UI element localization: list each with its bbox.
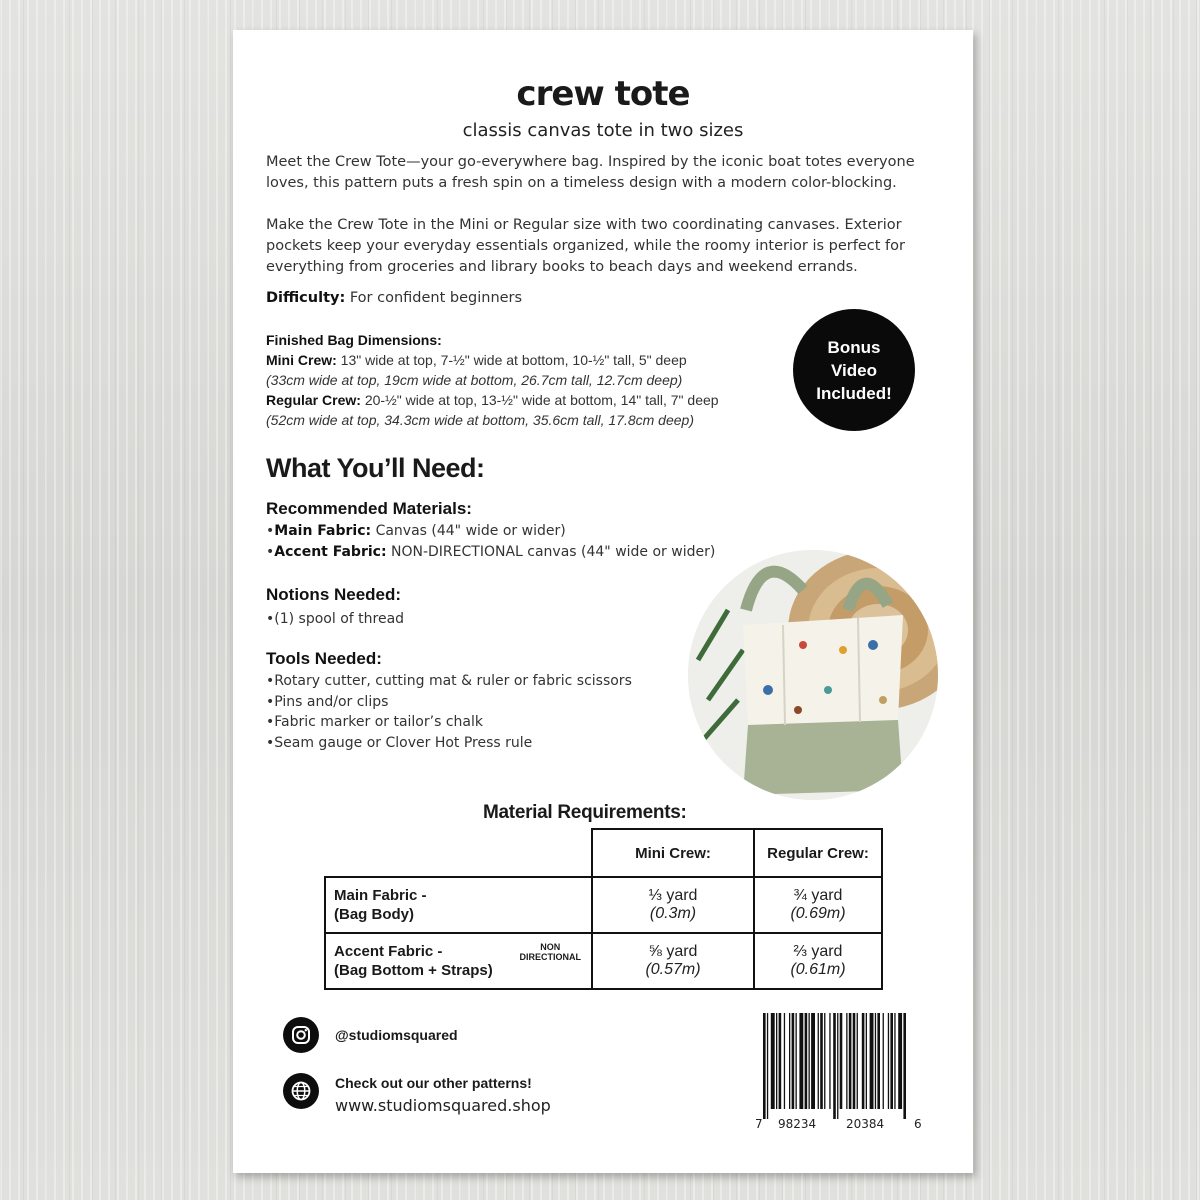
cell-meters: (0.69m) [790,905,846,922]
bonus-line-3: Included! [816,383,892,403]
bonus-line-2: Video [831,360,877,380]
page-subtitle: classis canvas tote in two sizes [462,120,744,141]
cell-mini [592,933,754,989]
list-item [266,542,715,563]
barcode-bar [894,1013,895,1109]
row-label-line-2: (Bag Bottom + Straps) [334,962,493,979]
cell-meters: (0.61m) [790,961,846,978]
row-header [325,933,592,989]
barcode-bar [875,1013,876,1109]
accent-fabric-label: Accent Fabric: [274,543,387,560]
bonus-video-badge [793,309,915,431]
barcode-bar [829,1013,830,1109]
tools-heading: Tools Needed: [266,649,382,668]
barcode-bar [857,1013,858,1109]
shop-url-link[interactable]: www.studiomsquared.shop [335,1096,551,1115]
mini-label: Mini Crew: [266,352,337,368]
barcode-bar [799,1013,803,1109]
barcode-digits-1: 98234 [778,1117,817,1131]
regular-dimensions [266,390,826,410]
row-label-line-1: Accent Fabric - [334,943,443,960]
barcode-bar [833,1013,836,1119]
barcode-bar [771,1013,775,1109]
cell-yards: ¾ yard [793,887,843,904]
list-item: • Fabric marker or tailor’s chalk [266,712,632,733]
mini-dimensions [266,350,826,370]
badge-line-1: NON [540,942,561,952]
list-item: • Rotary cutter, cutting mat & ruler or fabric scissors [266,671,632,692]
difficulty-line [266,290,522,306]
difficulty-value: For confident beginners [349,290,523,306]
barcode-bar [903,1013,906,1119]
material-requirements-title: Material Requirements: [483,802,687,823]
barcode-bar [888,1013,889,1109]
difficulty-label: Difficulty: [266,290,346,306]
accent-fabric-value: NON-DIRECTIONAL canvas (44" wide or wider) [391,543,716,560]
row-header [325,877,592,933]
instagram-handle[interactable]: @studiomsquared [335,1027,458,1043]
barcode-bar [837,1013,838,1119]
tote-bag-illustration [688,550,938,800]
barcode-bar [818,1013,819,1109]
notions-heading: Notions Needed: [266,585,402,604]
notions-list [266,609,404,630]
mini-metric: (33cm wide at top, 19cm wide at bottom, 26.7cm tall, 12.7cm deep) [266,372,683,388]
table-row [325,877,882,933]
barcode-digit-left: 7 [755,1117,763,1131]
barcode-bar [811,1013,815,1109]
page-title: crew tote [516,74,690,114]
col-header-mini: Mini Crew: [592,829,754,877]
bonus-line-1: Bonus [827,337,881,357]
barcode-bar [870,1013,874,1109]
barcode-bar [809,1013,810,1109]
cell-regular [754,877,882,933]
regular-metric: (52cm wide at top, 34.3cm wide at bottom, 35.6cm tall, 17.8cm deep) [266,412,694,428]
regular-imperial: 20-½" wide at top, 13-½" wide at bottom, 14" tall, 7" deep [364,392,719,408]
cell-meters: (0.3m) [649,905,697,922]
materials-heading: Recommended Materials: [266,499,472,518]
globe-icon [283,1073,319,1109]
barcode-digit-right: 6 [914,1117,922,1131]
intro-paragraph-2: Make the Crew Tote in the Mini or Regular size with two coordinating canvases. Exterior pockets keep your everyday essentials organized, while the roomy interior is perfect for everything from groceries and library books to beach days and weekend errands. [266,217,905,275]
table-corner [325,829,592,877]
what-you-need-heading: What You’ll Need: [266,453,485,483]
mini-imperial: 13" wide at top, 7-½" wide at bottom, 10-½" tall, 5" deep [340,352,687,368]
col-header-regular: Regular Crew: [754,829,882,877]
barcode-bar [883,1013,884,1109]
instagram-icon [283,1017,319,1053]
barcode-bar [890,1013,893,1109]
barcode-bar [796,1013,797,1109]
dimensions-heading: Finished Bag Dimensions: [266,332,442,348]
barcode-bar [784,1013,785,1109]
row-label-line-2: (Bag Body) [334,906,414,923]
cell-mini [592,877,754,933]
badge-line-2: DIRECTIONAL [519,952,581,962]
main-fabric-label: Main Fabric: [274,523,372,539]
barcode-bar [767,1013,768,1119]
list-item: • Pins and/or clips [266,692,632,713]
cell-yards: ⅝ yard [648,943,698,960]
barcode-bar [789,1013,790,1109]
barcode-bar [792,1013,795,1109]
patterns-callout: Check out our other patterns! [335,1075,532,1091]
barcode-bar [853,1013,856,1109]
regular-label: Regular Crew: [266,392,361,408]
list-item [266,521,715,542]
barcode-bar [877,1013,880,1109]
barcode-bar [824,1013,825,1109]
cell-meters: (0.57m) [645,961,701,978]
barcode-bar [779,1013,782,1109]
material-requirements-table [324,828,883,990]
main-fabric-value: Canvas (44" wide or wider) [375,523,566,539]
barcode-bar [776,1013,777,1109]
intro-paragraph-1: Meet the Crew Tote—your go-everywhere bag. Inspired by the iconic boat totes everyone loves, this pattern puts a fresh spin on a timeless design with a modern color-blocking. [266,154,915,191]
cell-yards: ⅔ yard [793,943,843,960]
tote-bag-photo [688,550,938,800]
pattern-card [233,30,973,1173]
non-directional-badge [520,942,582,962]
barcode-bar [862,1013,865,1109]
cell-yards: ⅓ yard [648,887,698,904]
tools-list [266,671,632,753]
barcode-bar [840,1013,843,1109]
barcode-bar [805,1013,808,1109]
barcode-bar [898,1013,902,1109]
materials-list [266,521,715,562]
list-item: • (1) spool of thread [266,609,404,630]
row-label-line-1: Main Fabric - [334,887,427,904]
barcode-bar [820,1013,823,1109]
dimensions-block [266,330,826,430]
list-item: • Seam gauge or Clover Hot Press rule [266,733,632,754]
barcode-bar [866,1013,867,1109]
barcode-bar [849,1013,852,1109]
table-row [325,933,882,989]
barcode-bar [763,1013,766,1119]
barcode-bar [846,1013,847,1109]
barcode-digits-2: 20384 [846,1117,885,1131]
barcode-graphic [761,1013,911,1123]
cell-regular [754,933,882,989]
